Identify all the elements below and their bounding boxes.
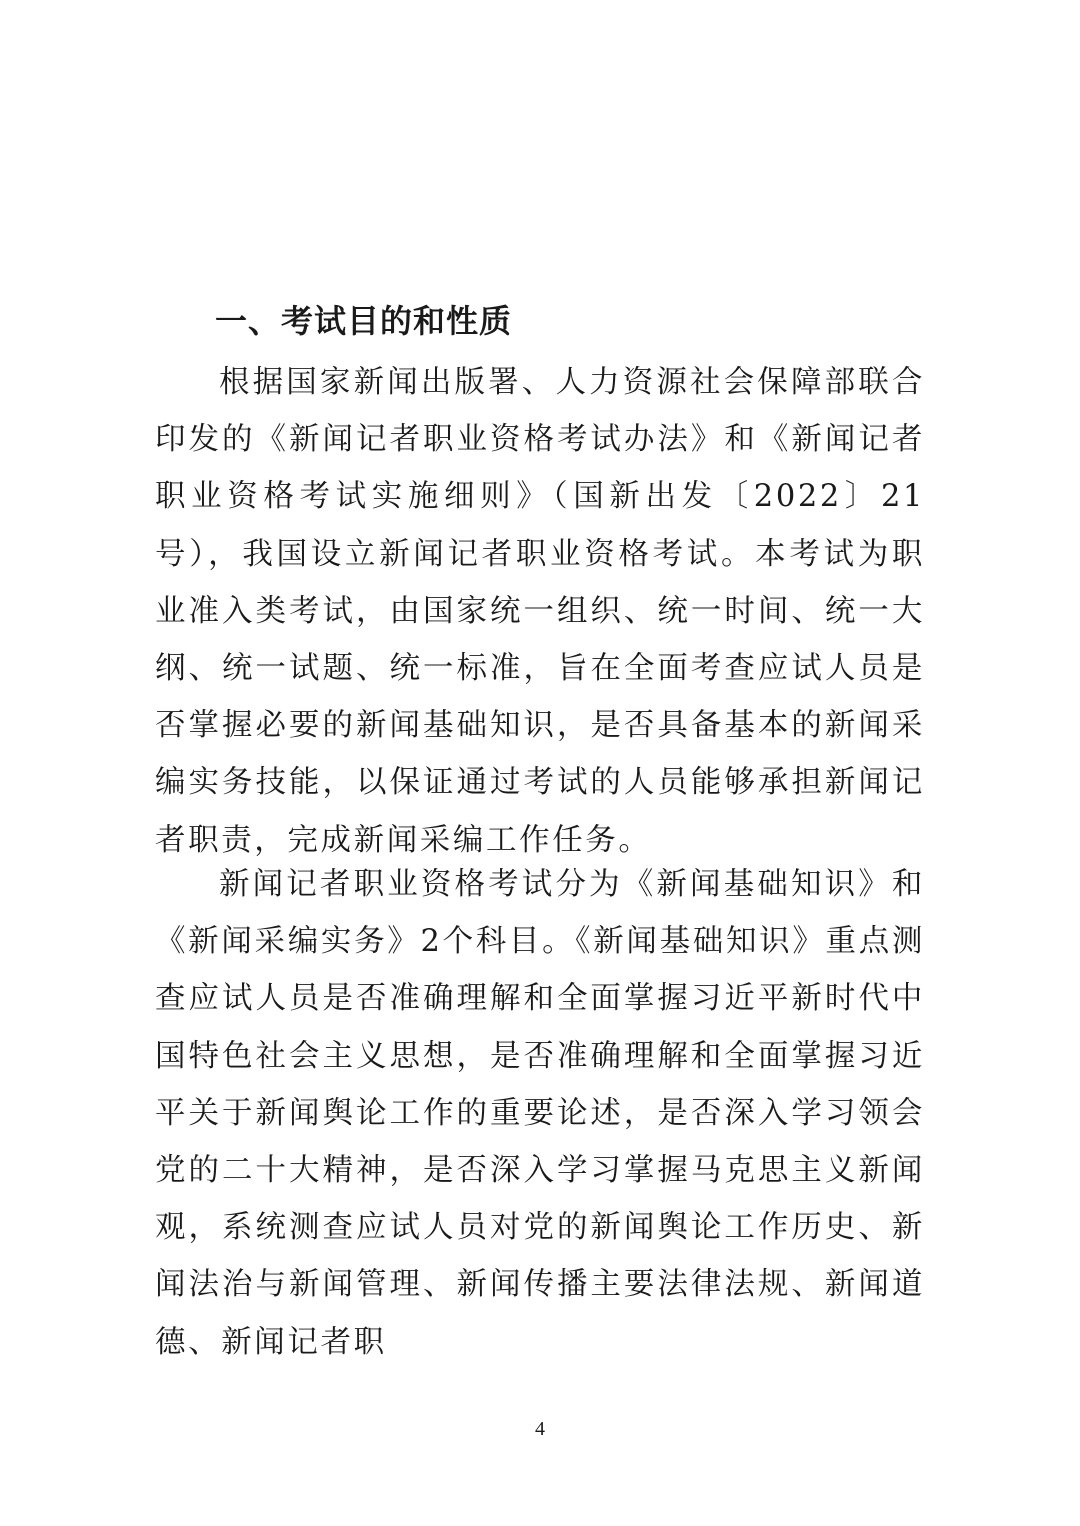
paragraph-exam-purpose: 根据国家新闻出版署、人力资源社会保障部联合印发的《新闻记者职业资格考试办法》和《新闻记者职业资格考试实施细则》（国新出发〔2022〕21号），我国设立新闻记者职业资格考试。本考试为职业准入类考试，由国家统一组织、统一时间、统一大纲、统一试题、统一标准，旨在全面考查应试人员是否掌握必要的新闻基础知识，是否具备基本的新闻采编实务技能，以保证通过考试的人员能够承担新闻记者职责，完成新闻采编工作任务。 [155, 365, 925, 858]
page-number: 4 [535, 1418, 545, 1440]
section-heading: 一、考试目的和性质 [215, 302, 513, 340]
paragraph-exam-subjects: 新闻记者职业资格考试分为《新闻基础知识》和《新闻采编实务》2个科目。《新闻基础知识》重点测查应试人员是否准确理解和全面掌握习近平新时代中国特色社会主义思想，是否准确理解和全面掌握习近平关于新闻舆论工作的重要论述，是否深入学习领会党的二十大精神，是否深入学习掌握马克思主义新闻观，系统测查应试人员对党的新闻舆论工作历史、新闻法治与新闻管理、新闻传播主要法律法规、新闻道德、新闻记者职 [155, 867, 925, 1360]
